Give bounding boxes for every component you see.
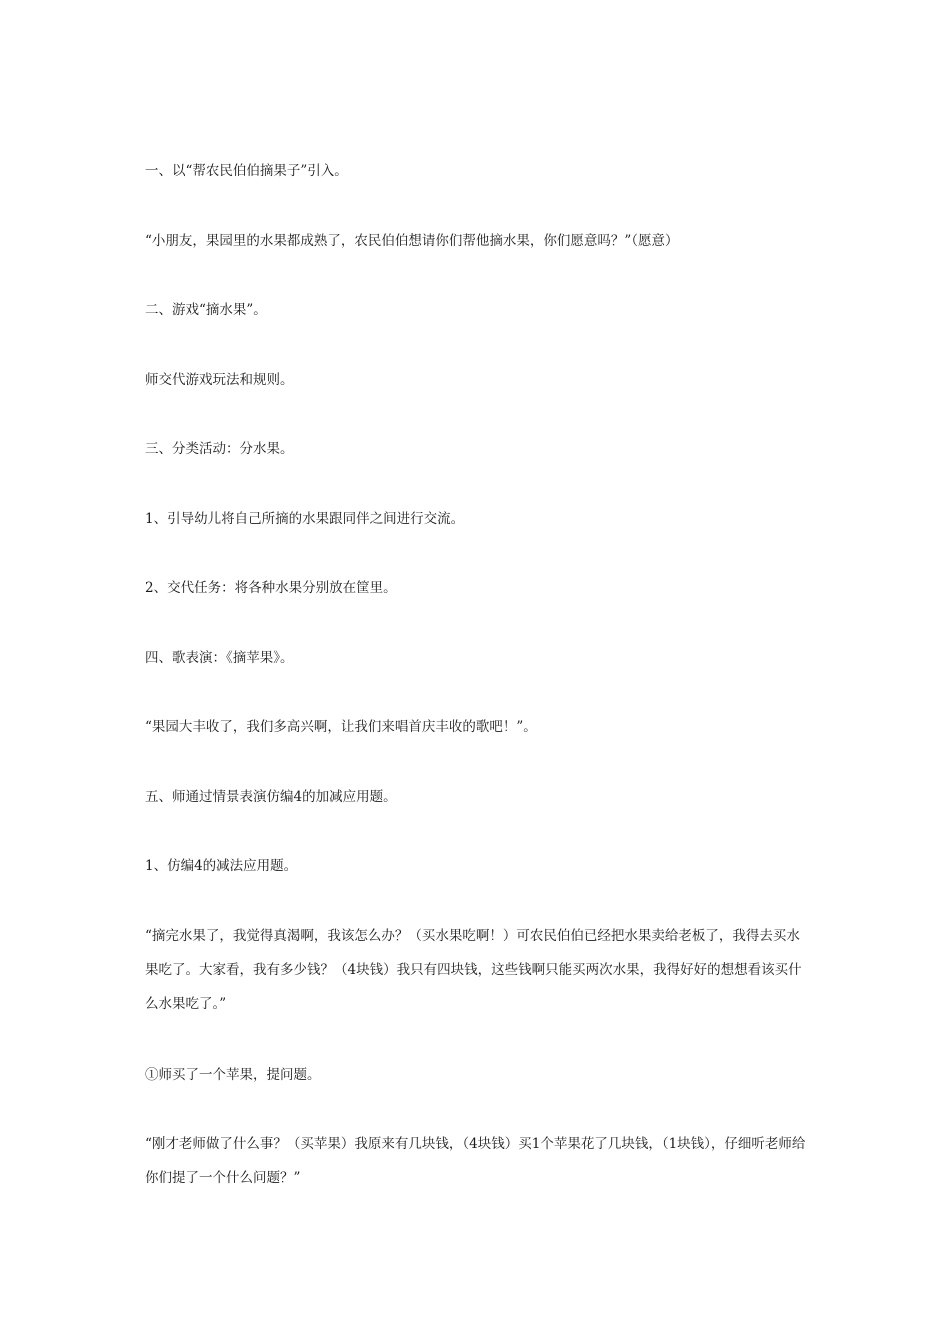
heading-2-game: 二、游戏“摘水果”。: [145, 302, 267, 318]
step-buy-apple: ①师买了一个苹果，提问题。: [145, 1067, 321, 1083]
heading-5-word-problems: 五、师通过情景表演仿编4的加减应用题。: [145, 789, 397, 805]
teacher-speech-question: “刚才老师做了什么事？（买苹果）我原来有几块钱，（4块钱）买1个苹果花了几块钱，（1块钱），仔细听老师给你们提了一个什么问题？”: [145, 1136, 806, 1186]
heading-3-classify: 三、分类活动：分水果。: [145, 441, 294, 457]
heading-1-intro: 一、以“帮农民伯伯摘果子”引入。: [145, 163, 348, 179]
step-2-task: 2、交代任务：将各种水果分别放在筐里。: [145, 580, 397, 596]
game-rules-text: 师交代游戏玩法和规则。: [145, 372, 294, 388]
teacher-speech-invite: “小朋友，果园里的水果都成熟了，农民伯伯想请你们帮他摘水果，你们愿意吗？”（愿意）: [145, 233, 679, 249]
heading-4-song: 四、歌表演：《摘苹果》。: [145, 650, 294, 666]
step-1-exchange: 1、引导幼儿将自己所摘的水果跟同伴之间进行交流。: [145, 511, 465, 527]
step-1-subtraction: 1、仿编4的减法应用题。: [145, 858, 298, 874]
teacher-speech-buy-fruit: “摘完水果了，我觉得真渴啊，我该怎么办？（买水果吃啊！）可农民伯伯已经把水果卖给老板了，我得去买水果吃了。大家看，我有多少钱？（4块钱）我只有四块钱，这些钱啊只能买两次水果，我得好好的想想看该买什么水果吃了。”: [145, 928, 802, 1012]
teacher-speech-harvest: “果园大丰收了，我们多高兴啊，让我们来唱首庆丰收的歌吧！”。: [145, 719, 537, 735]
